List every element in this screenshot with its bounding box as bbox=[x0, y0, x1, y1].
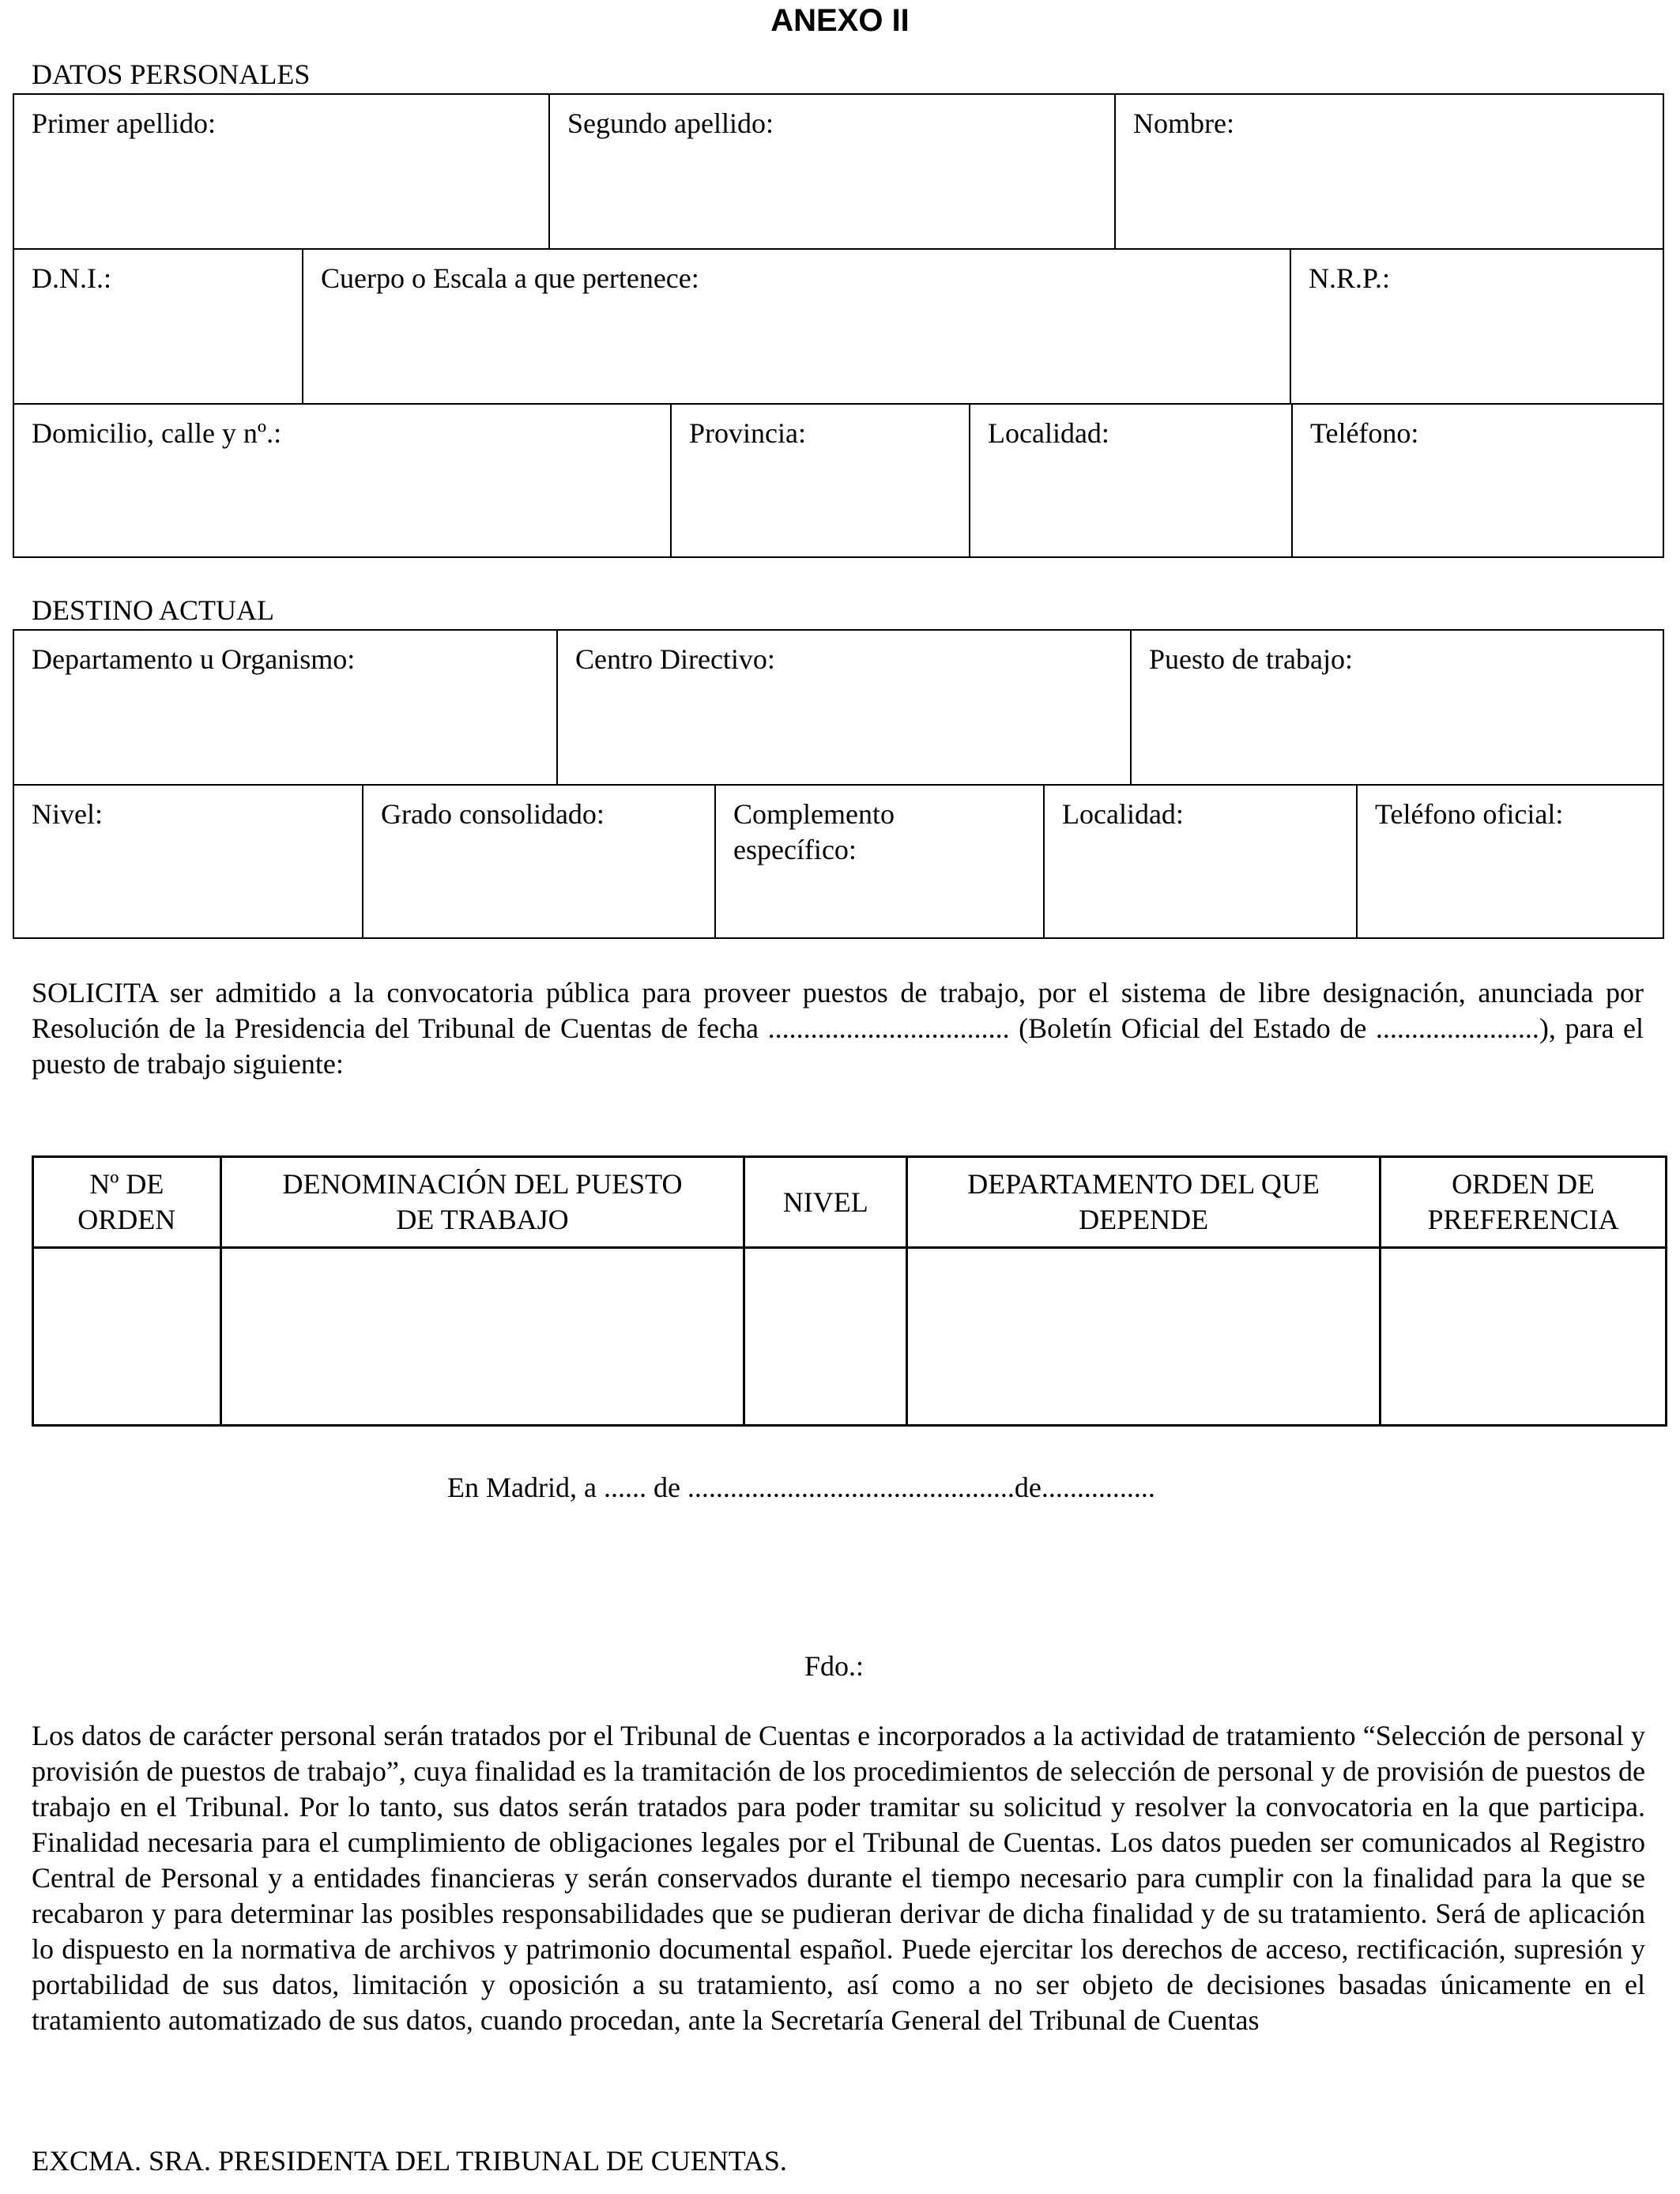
puesto-trabajo-field[interactable]: Puesto de trabajo: bbox=[1149, 643, 1353, 675]
cell-nivel[interactable] bbox=[744, 1248, 907, 1426]
table-header-row bbox=[33, 1157, 1667, 1248]
localidad-field[interactable]: Localidad: bbox=[970, 405, 1293, 556]
section-heading-destino-actual: DESTINO ACTUAL bbox=[32, 594, 274, 626]
page-title: ANEXO II bbox=[770, 3, 910, 38]
datos-personales-row-2 bbox=[13, 248, 1664, 405]
nombre-field[interactable]: Nombre: bbox=[1133, 107, 1234, 139]
primer-apellido-field[interactable]: Primer apellido: bbox=[14, 95, 550, 250]
grado-consolidado-field[interactable]: Grado consolidado: bbox=[363, 786, 716, 937]
privacy-notice: Los datos de carácter personal serán tratados por el Tribunal de Cuentas e incorporados a la actividad de tratamiento “Selección de personal y provisión de puestos de trabajo”, cuya finalidad es la tramitación de los procedimientos de selección de personal y de provisión de puestos de trabajo en el Tribunal. Por lo tanto, sus datos serán tratados para poder tramitar su solicitud y resolver la convocatoria en la que participa. Finalidad necesaria para el cumplimiento de obligaciones legales por el Tribunal de Cuentas. Los datos pueden ser comunicados al Registro Central de Personal y a entidades financieras y serán conservados durante el tiempo necesario para cumplir con la finalidad para la que se recabaron y para determinar las posibles responsabilidades que se pudieran derivar de dicha finalidad y de su tratamiento. Será de aplicación lo dispuesto en la normativa de archivos y patrimonio documental español. Puede ejercitar los derechos de acceso, rectificación, supresión y portabilidad de sus datos, limitación y oposición a su tratamiento, así como a no ser objeto de decisiones basadas únicamente en el tratamiento automatizado de sus datos, cuando procedan, ante la Secretaría General del Tribunal de Cuentas bbox=[32, 1720, 1645, 2036]
telefono-field[interactable]: Teléfono: bbox=[1310, 417, 1419, 449]
fecha-line: En Madrid, a ...... de ..............................................de................ bbox=[447, 1472, 1155, 1503]
cuerpo-escala-field[interactable]: Cuerpo o Escala a que pertenece: bbox=[303, 250, 1291, 405]
datos-personales-row-3 bbox=[13, 403, 1664, 558]
cell-denominacion-puesto[interactable] bbox=[220, 1248, 744, 1426]
complemento-especifico-field[interactable]: Complemento específico: bbox=[716, 786, 1045, 937]
header-numero-orden: Nº DE ORDEN bbox=[33, 1157, 221, 1248]
centro-directivo-field[interactable]: Centro Directivo: bbox=[558, 631, 1132, 786]
header-denominacion-puesto: DENOMINACIÓN DEL PUESTO DE TRABAJO bbox=[220, 1157, 744, 1248]
firma-label: Fdo.: bbox=[804, 1650, 864, 1682]
datos-personales-row-1 bbox=[13, 93, 1664, 250]
destino-actual-row-1 bbox=[13, 629, 1664, 786]
destino-actual-row-2 bbox=[13, 784, 1664, 939]
cell-departamento[interactable] bbox=[907, 1248, 1381, 1426]
cell-numero-orden[interactable] bbox=[33, 1248, 221, 1426]
nrp-field[interactable]: N.R.P.: bbox=[1309, 262, 1391, 294]
telefono-oficial-field[interactable]: Teléfono oficial: bbox=[1375, 798, 1564, 830]
section-heading-datos-personales: DATOS PERSONALES bbox=[32, 58, 311, 90]
table-row bbox=[33, 1248, 1667, 1426]
header-nivel: NIVEL bbox=[744, 1157, 907, 1248]
departamento-organismo-field[interactable]: Departamento u Organismo: bbox=[14, 631, 558, 786]
dni-field[interactable]: D.N.I.: bbox=[14, 250, 303, 405]
puestos-solicitados-table bbox=[32, 1155, 1667, 1427]
segundo-apellido-field[interactable]: Segundo apellido: bbox=[550, 95, 1116, 250]
header-orden-preferencia: ORDEN DE PREFERENCIA bbox=[1381, 1157, 1667, 1248]
localidad-oficial-field[interactable]: Localidad: bbox=[1045, 786, 1358, 937]
header-departamento: DEPARTAMENTO DEL QUE DEPENDE bbox=[907, 1157, 1381, 1248]
cell-orden-preferencia[interactable] bbox=[1381, 1248, 1667, 1426]
domicilio-field[interactable]: Domicilio, calle y nº.: bbox=[14, 405, 672, 556]
provincia-field[interactable]: Provincia: bbox=[672, 405, 970, 556]
nivel-field[interactable]: Nivel: bbox=[14, 786, 363, 937]
solicita-paragraph: SOLICITA ser admitido a la convocatoria pública para proveer puestos de trabajo, por el sistema de libre designación, anunciada por Resolución de la Presidencia del Tribunal de Cuentas de fecha .................................. (Boletín Oficial del Estado de .......................), para el puesto de trabajo siguiente: bbox=[32, 977, 1644, 1080]
destinatario-line: EXCMA. SRA. PRESIDENTA DEL TRIBUNAL DE CUENTAS. bbox=[32, 2145, 787, 2177]
